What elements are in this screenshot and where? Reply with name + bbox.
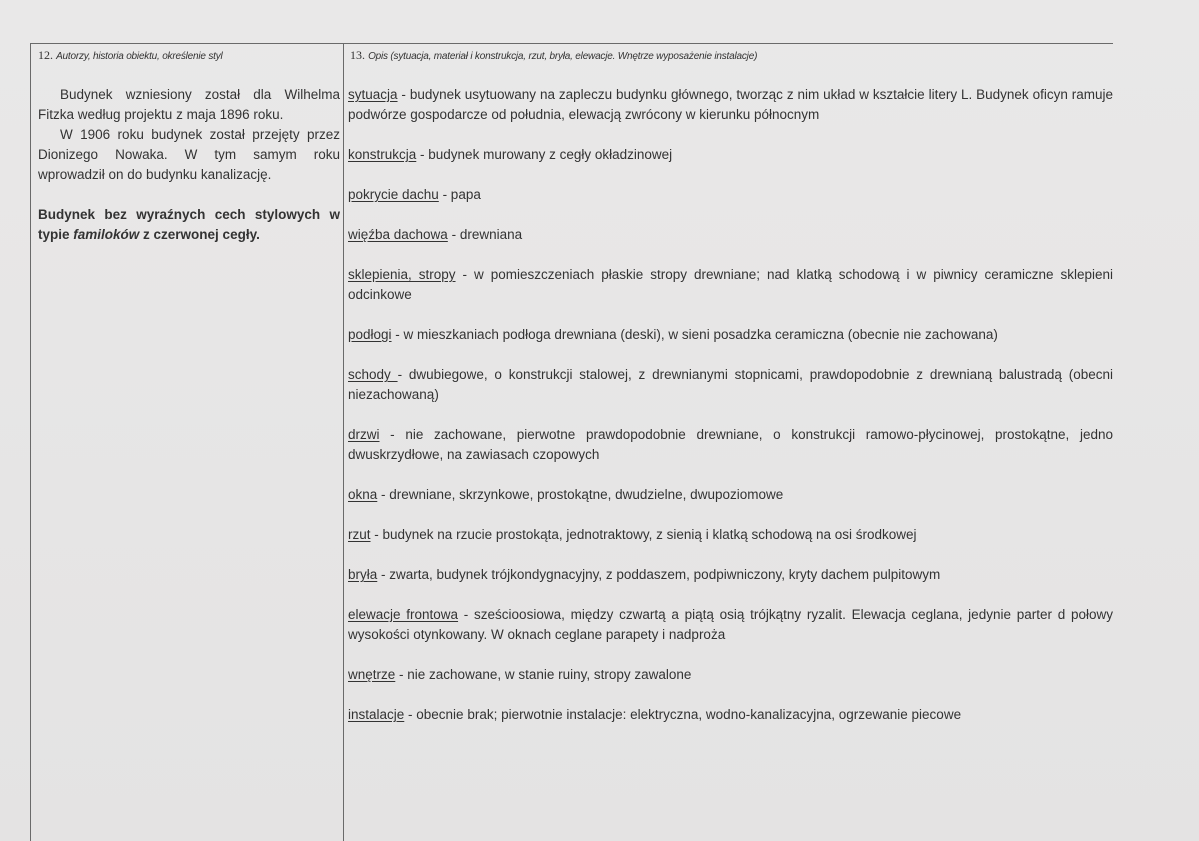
description-text: - drewniane, skrzynkowe, prostokątne, dwudzielne, dwupoziomowe [377,487,784,502]
description-entry [348,265,1113,305]
description-term: rzut [348,527,371,542]
description-text: - budynek na rzucie prostokąta, jednotraktowy, z sienią i klatką schodową na osi środkowej [370,527,917,542]
description-term: schody [348,367,398,382]
description-term: elewacje frontowa [348,607,459,622]
description-entry [348,145,1113,165]
description-text: - nie zachowane, pierwotne prawdopodobnie drewniane, o konstrukcji ramowo-płycinowej, prostokątne, jedno dwuskrzydłowe, na zawiasach czopowych [348,427,1113,462]
description-entry [348,425,1113,465]
description-text: - w mieszkaniach podłoga drewniana (deski), w sieni posadzka ceramiczna (obecnie nie zachowana) [391,327,998,342]
description-term: więźba dachowa [348,227,448,242]
description-entry [348,225,1113,245]
description-text: - w pomieszczeniach płaskie stropy drewniane; nad klatką schodową i w piwnicy ceramiczne sklepieni odcinkowe [348,267,1113,302]
description-entry [348,705,1113,725]
description-text: - zwarta, budynek trójkondygnacyjny, z poddaszem, podpiwniczony, kryty dachem pulpitowym [377,567,941,582]
description-term: okna [348,487,378,502]
description-term: podłogi [348,327,392,342]
table-top-rule [30,43,1113,44]
description-term: instalacje [348,707,405,722]
description-term: wnętrze [348,667,396,682]
style-text-b: z czerwonej cegły. [139,227,260,242]
description-text: - nie zachowane, w stanie ruiny, stropy zawalone [395,667,692,682]
table-left-border [30,43,31,841]
description-term: sytuacja [348,87,398,102]
description-text: - sześcioosiowa, między czwartą a piątą osią trójkątny ryzalit. Elewacja ceglana, jedynie parter d połowy wysokości otynkowany. W oknach ceglane parapety i nadproża [348,607,1113,642]
section-12-number: 12. [38,48,53,62]
description-text: - budynek usytuowany na zapleczu budynku głównego, tworząc z nim układ w kształcie litery L. Budynek oficyn ramuje podwórze gospodarcze od południa, elewacją zwrócony w kierunku północnym [348,87,1113,122]
description-entry [348,85,1113,125]
history-paragraph-1: Budynek wzniesiony został dla Wilhelma Fitzka według projektu z maja 1896 roku. [38,87,340,122]
description-entry [348,485,1113,505]
description-term: konstrukcja [348,147,417,162]
description-text: - dwubiegowe, o konstrukcji stalowej, z drewnianymi stopnicami, prawdopodobnie z drewnianą balustradą (obecni niezachowaną) [348,367,1113,402]
style-paragraph [38,205,340,245]
description-text: - papa [438,187,481,202]
description-entry [348,665,1113,685]
description-term: sklepienia, stropy [348,267,456,282]
description-text: - budynek murowany z cegły okładzinowej [416,147,673,162]
section-12-label: Autorzy, historia obiektu, określenie styl [56,51,223,62]
description-entry [348,185,1113,205]
description-text: - drewniana [447,227,523,242]
description-entry [348,325,1113,345]
description-term: drzwi [348,427,380,442]
section-13-number: 13. [350,48,365,62]
description-term: bryła [348,567,378,582]
description-text: - obecnie brak; pierwotnie instalacje: elektryczna, wodno-kanalizacyjna, ogrzewanie piecowe [404,707,962,722]
description-column [348,85,1113,745]
column-divider [343,43,344,841]
description-entry [348,525,1113,545]
description-entry [348,365,1113,405]
section-13-label: Opis (sytuacja, materiał i konstrukcja, rzut, bryła, elewacje. Wnętrze wyposażenie instalacje) [368,51,758,62]
description-entry [348,605,1113,645]
style-text-a: Budynek bez wyraźnych cech stylowych w typie [38,207,340,242]
description-term: pokrycie dachu [348,187,439,202]
style-text-emphasis: familoków [73,227,140,242]
section-12-header [38,48,223,63]
history-column [38,85,340,245]
section-13-header [350,48,757,63]
description-entry [348,565,1113,585]
history-paragraph-2: W 1906 roku budynek został przejęty przez Dionizego Nowaka. W tym samym roku wprowadził on do budynku kanalizację. [38,127,340,182]
